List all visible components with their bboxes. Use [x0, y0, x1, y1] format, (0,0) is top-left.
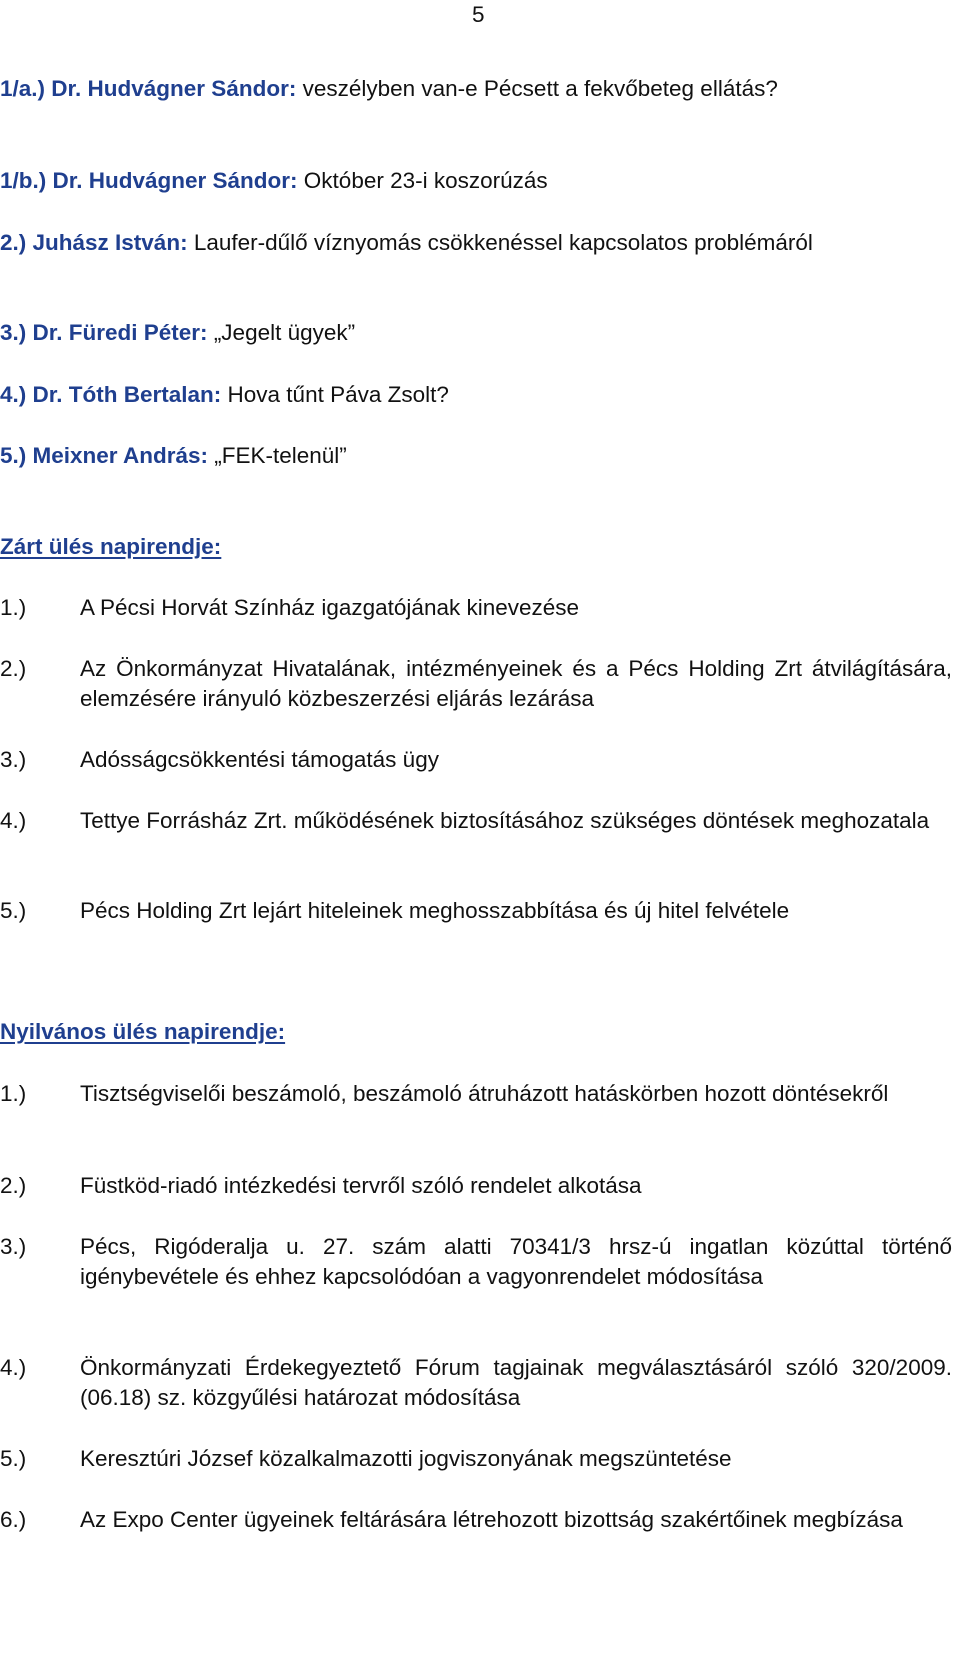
- item-text: Adósságcsökkentési támogatás ügy: [80, 747, 439, 772]
- item-text: Az Expo Center ügyeinek feltárására létrehozott bizottság szakértőinek megbízása: [80, 1507, 903, 1532]
- item-number: 1.): [0, 1081, 27, 1106]
- item-number: 6.): [0, 1507, 27, 1532]
- page-number: 5: [472, 2, 485, 27]
- item-text: Keresztúri József közalkalmazotti jogviszonyának megszüntetése: [80, 1446, 732, 1471]
- interpellation-item: [0, 441, 952, 471]
- agenda-item: [0, 593, 952, 623]
- item-number: 1.): [0, 595, 27, 620]
- item-text: Füstköd-riadó intézkedési tervről szóló rendelet alkotása: [80, 1173, 642, 1198]
- interpellation-topic: „FEK-telenül”: [207, 443, 347, 468]
- item-number: 5.): [0, 898, 27, 923]
- speaker-name: 1/b.) Dr. Hudvágner Sándor:: [0, 168, 298, 193]
- agenda-item: [0, 654, 952, 714]
- interpellation-topic: „Jegelt ügyek”: [207, 320, 356, 345]
- item-number: 2.): [0, 1173, 27, 1198]
- interpellation-item: [0, 318, 952, 348]
- item-number: 2.): [0, 656, 27, 681]
- agenda-item: [0, 745, 952, 775]
- item-number: 4.): [0, 808, 27, 833]
- item-text: Önkormányzati Érdekegyeztető Fórum tagjainak megválasztásáról szóló 320/2009. (06.18) sz. közgyűlési határozat módosítása: [80, 1355, 952, 1410]
- item-text: A Pécsi Horvát Színház igazgatójának kinevezése: [80, 595, 580, 620]
- agenda-item: [0, 1505, 952, 1535]
- speaker-name: 2.) Juhász István:: [0, 230, 188, 255]
- closed-session-heading: Zárt ülés napirendje:: [0, 534, 222, 559]
- interpellation-topic: Laufer-dűlő víznyomás csökkenéssel kapcsolatos problémáról: [187, 230, 813, 255]
- speaker-name: 5.) Meixner András:: [0, 443, 208, 468]
- item-number: 3.): [0, 1234, 27, 1259]
- interpellation-item: [0, 228, 952, 258]
- item-text: Tettye Forrásház Zrt. működésének biztosításához szükséges döntések meghozatala: [80, 808, 930, 833]
- speaker-name: 1/a.) Dr. Hudvágner Sándor:: [0, 76, 297, 101]
- interpellation-item: [0, 166, 952, 196]
- item-text: Tisztségviselői beszámoló, beszámoló átruházott hatáskörben hozott döntésekről: [80, 1081, 889, 1106]
- speaker-name: 3.) Dr. Füredi Péter:: [0, 320, 208, 345]
- agenda-item: [0, 806, 952, 836]
- agenda-item: [0, 1232, 952, 1292]
- agenda-item: [0, 1444, 952, 1474]
- interpellation-topic: veszélyben van-e Pécsett a fekvőbeteg ellátás?: [296, 76, 778, 101]
- agenda-item: [0, 896, 952, 926]
- item-text: Pécs, Rigóderalja u. 27. szám alatti 70341/3 hrsz-ú ingatlan közúttal történő igénybevétele és ehhez kapcsolódóan a vagyonrendelet módosítása: [80, 1234, 952, 1289]
- item-number: 3.): [0, 747, 27, 772]
- public-session-heading: Nyilvános ülés napirendje:: [0, 1019, 286, 1044]
- agenda-item: [0, 1079, 952, 1109]
- interpellation-topic: Október 23-i koszorúzás: [297, 168, 548, 193]
- interpellation-topic: Hova tűnt Páva Zsolt?: [221, 382, 449, 407]
- agenda-item: [0, 1171, 952, 1201]
- item-number: 4.): [0, 1355, 27, 1380]
- item-text: Pécs Holding Zrt lejárt hiteleinek meghosszabbítása és új hitel felvétele: [80, 898, 790, 923]
- interpellation-item: [0, 380, 952, 410]
- speaker-name: 4.) Dr. Tóth Bertalan:: [0, 382, 222, 407]
- interpellation-item: [0, 74, 952, 104]
- item-text: Az Önkormányzat Hivatalának, intézményeinek és a Pécs Holding Zrt átvilágítására, elemzésére irányuló közbeszerzési eljárás lezárása: [80, 656, 952, 711]
- item-number: 5.): [0, 1446, 27, 1471]
- agenda-item: [0, 1353, 952, 1413]
